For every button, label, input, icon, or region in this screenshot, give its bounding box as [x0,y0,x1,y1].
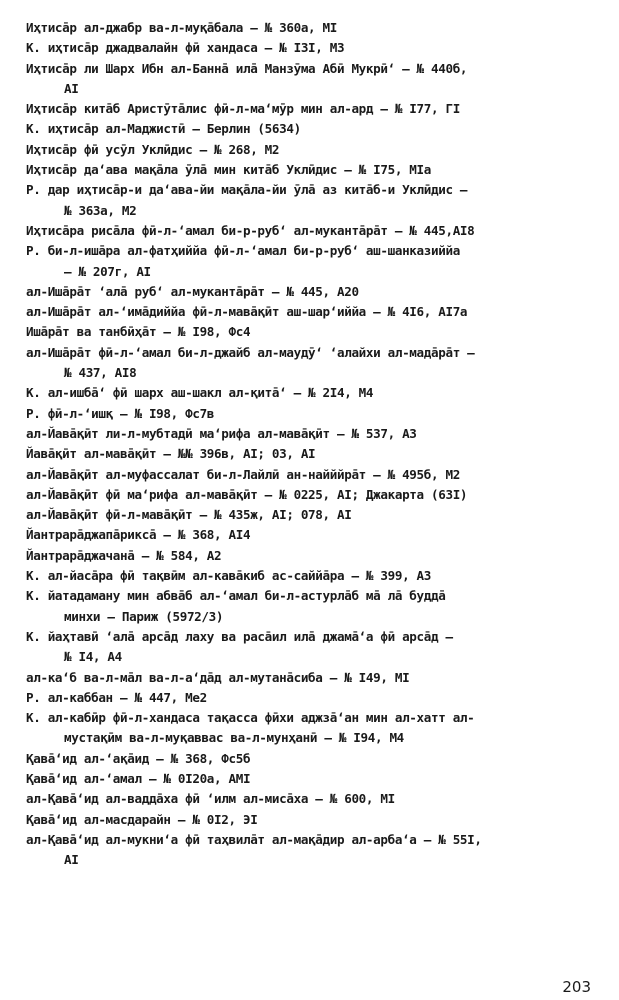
index-entry [26,383,597,403]
entry-continuation-line: AI [64,80,79,96]
index-entries [26,18,597,870]
index-entry [26,119,597,139]
index-entry [26,140,597,160]
index-entry [26,465,597,485]
index-entry [26,769,597,789]
index-entry [26,59,597,100]
index-entry [26,424,597,444]
entry-line: Қава̄‘ид ал-масдарайн – № 0I2, ЭI [26,811,258,827]
entry-line: К. ал-йасāра фӣ тақвӣм ал-кава̄киб ас-саййа̄ра – № 399, A3 [26,568,431,584]
entry-line: ал-Иша̄ра̄т фӣ-л-‘амал би-л-джайб ал-маудӯ‘ ‘алайхи ал-мада̄ра̄т – [26,344,475,360]
index-entry [26,749,597,769]
index-entry [26,546,597,566]
index-entry [26,708,597,749]
entry-line: Иҳтиса̄р ли Шарх Ибн ал-Банна̄ ила̄ Манзӯма Абӣ Мукрӣ‘ – № 440б, [26,60,468,76]
index-entry [26,221,597,241]
entry-line: Р. ал-каббан – № 447, Ме2 [26,689,207,705]
index-entry [26,18,597,38]
index-entry [26,343,597,384]
entry-line: ал-Йава̄қӣт фӣ-л-мава̄қӣт – № 435ж, AI; 078, AI [26,507,352,523]
index-entry [26,789,597,809]
entry-line: Иҳтиса̄р кита̄б Аристӯта̄лис фӣ-л-ма‘мӯр мин ал-ард – № I77, ГI [26,101,460,117]
entry-line: Р. дар иҳтиса̄р-и да‘ава-йи мақа̄ла-йи ӯла̄ аз кита̄б-и Уклӣдис – [26,182,468,198]
entry-line: Р. фӣ-л-‘ишқ – № I98, Фс7в [26,405,215,421]
index-entry [26,627,597,668]
entry-line: ал-Йава̄қӣт ал-муфассалат би-л-Лайлӣ ан-найййра̄т – № 495б, M2 [26,466,460,482]
entry-line: ал-ка‘б ва-л-ма̄л ва-л-а‘да̄д ал-мутана̄сиба – № I49, MI [26,669,410,685]
entry-line: ал-Йава̄қӣт ли-л-мубтадӣ ма‘рифа ал-мава̄қӣт – № 537, A3 [26,425,417,441]
entry-continuation-line: мустақӣм ва-л-муқаввас ва-л-мунҳанӣ – № I94, M4 [64,730,404,746]
entry-line: Р. би-л-иша̄ра ал-фатҳиййа фӣ-л-‘амал би-р-руб‘ аш-шанказиййа [26,243,460,259]
entry-line: К. иҳтиса̄р джадвалайн фӣ хандаса – № I3I, M3 [26,40,345,56]
index-entry [26,38,597,58]
index-entry [26,241,597,282]
index-entry [26,485,597,505]
index-entry [26,688,597,708]
index-entry [26,525,597,545]
entry-line: Қава̄‘ид ал-‘ақа̄ид – № 368, Фс5б [26,750,251,766]
index-entry [26,160,597,180]
entry-continuation-line: – № 207г, AI [64,263,151,279]
index-entry [26,566,597,586]
index-entry [26,322,597,342]
entry-continuation-line: минхи – Париж (5972/3) [64,608,224,624]
index-entry [26,444,597,464]
entry-continuation-line: № 437, AI8 [64,365,137,381]
entry-line: ал-Қава̄‘ид ал-мукни‘а фӣ таҳвила̄т ал-мақа̄дир ал-арба‘а – № 55I, [26,831,482,847]
entry-line: Иҳтиса̄р ал-джабр ва-л-муқа̄бала – № 360а, MI [26,20,337,35]
entry-line: К. йатадаману мин абва̄б ал-‘амал би-л-астурла̄б ма̄ ла̄ будда̄ [26,588,446,604]
index-entry [26,830,597,871]
entry-line: Йантрара̄джачана̄ – № 584, A2 [26,547,222,563]
index-entry [26,668,597,688]
entry-continuation-line: № 363а, M2 [64,202,137,218]
entry-line: Иҳтиса̄р да‘ава мақа̄ла ӯла̄ мин кита̄б Уклӣдис – № I75, MIа [26,162,431,178]
entry-line: К. ал-ишба̄‘ фӣ шарх аш-шакл ал-қита̄‘ – № 2I4, M4 [26,385,374,401]
index-entry [26,302,597,322]
entry-line: ал-Иша̄ра̄т ‘ала̄ руб‘ ал-муканта̄ра̄т – № 445, A20 [26,283,359,299]
entry-line: К. йаҳтавӣ ‘ала̄ арса̄д лаху ва расāил ила̄ джама̄‘а фӣ арса̄д – [26,628,453,644]
entry-line: Йава̄қӣт ал-мава̄қӣт – №№ 396в, AI; 03, AI [26,446,316,462]
entry-line: ал-Йава̄қӣт фӣ ма‘рифа ал-мава̄қӣт – № 0225, AI; Джакарта (63I) [26,486,468,502]
entry-line: ал-Қава̄‘ид ал-ваддāха фӣ ‘илм ал-миса̄ха – № 600, MI [26,791,395,807]
index-entry [26,99,597,119]
index-entry [26,810,597,830]
index-entry [26,404,597,424]
page-number: 203 [562,978,591,996]
index-entry [26,282,597,302]
entry-line: Иша̄ра̄т ва танбӣҳа̄т – № I98, Фс4 [26,324,251,340]
index-entry [26,586,597,627]
entry-line: Қава̄‘ид ал-‘амал – № 0I20а, AMI [26,770,251,786]
entry-continuation-line: № I4, A4 [64,649,122,665]
entry-line: ал-Иша̄ра̄т ал-‘има̄диййа фӣ-л-мава̄қӣт аш-шар‘иййа – № 4I6, AI7а [26,304,468,320]
index-entry [26,180,597,221]
entry-line: Иҳтиса̄ра риса̄ла фӣ-л-‘амал би-р-руб‘ ал-муканта̄ра̄т – № 445,AI8 [26,222,475,238]
index-entry [26,505,597,525]
entry-line: К. иҳтиса̄р ал-Маджистӣ – Берлин (5634) [26,121,301,137]
entry-line: Йантрара̄джапа̄рикса̄ – № 368, AI4 [26,527,251,543]
entry-line: К. ал-кабӣр фӣ-л-хандаса тақасса фӣхи аджза̄‘ан мин ал-хатт ал- [26,710,475,726]
entry-continuation-line: AI [64,852,79,868]
entry-line: Иҳтиса̄р фӣ усӯл Уклӣдис – № 268, M2 [26,141,280,157]
